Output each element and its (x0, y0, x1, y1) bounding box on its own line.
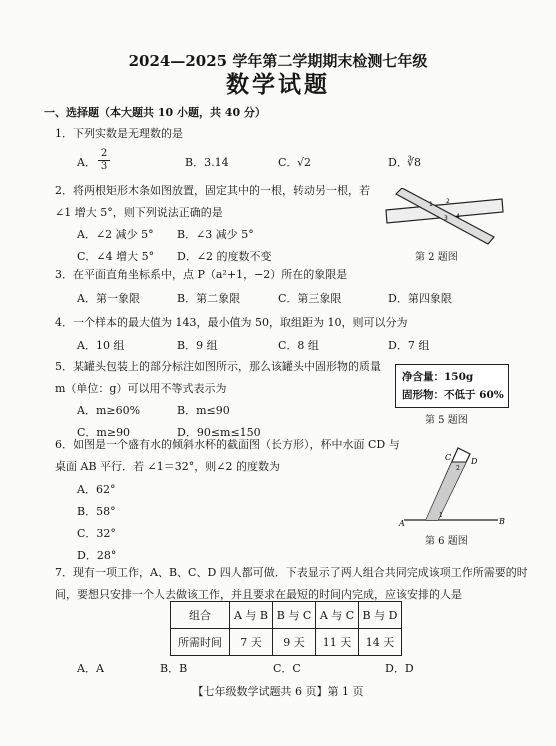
section-heading: 一、选择题（本大题共 10 小题，共 40 分） (44, 106, 266, 119)
q7-table-row (171, 629, 402, 656)
q2-fig-label-4: 4 (456, 213, 460, 220)
q2-option-b: B．∠3 减少 5° (177, 228, 254, 241)
q4-stem: 4．一个样本的最大值为 143，最小值为 50，取组距为 10，则可以分为 (55, 316, 408, 329)
q4-option-d: D．7 组 (388, 339, 430, 352)
q5-option-c: C．m≥90 (77, 426, 131, 439)
q5-net-weight: 净含量：150g (402, 371, 474, 383)
exam-title: 2024—2025 学年第二学期期末检测七年级 (128, 52, 428, 70)
q2-option-d: D．∠2 的度数不变 (177, 250, 272, 263)
q7-table-cell: 11 天 (316, 629, 359, 656)
q7-table-header-row (171, 602, 402, 629)
q7-table-cell: 14 天 (359, 629, 402, 656)
q7-table-header-cell: B 与 D (359, 602, 402, 629)
q7-table-cell: 所需时间 (171, 629, 230, 656)
q2-option-c: C．∠4 增大 5° (77, 250, 155, 263)
q6-option-b: B．58° (77, 505, 116, 518)
q6-label-b: B (499, 517, 505, 526)
q3-option-d: D．第四象限 (388, 292, 452, 305)
q1-option-a-label: A． (77, 156, 96, 169)
q6-option-c: C．32° (77, 527, 116, 540)
q6-figure (398, 444, 508, 534)
q6-stem-line1: 6．如图是一个盛有水的倾斜水杯的截面图（长方形），杯中水面 CD 与 (55, 438, 400, 451)
q2-stem-line2: ∠1 增大 5°，则下列说法正确的是 (55, 206, 223, 219)
q1-fraction-denominator: 3 (98, 160, 110, 173)
q7-table-header-cell: A 与 B (230, 602, 273, 629)
q6-angle-2: 2 (456, 465, 460, 472)
q1-option-b: B．3.14 (185, 156, 229, 169)
q7-table-header-cell: 组合 (171, 602, 230, 629)
q2-fig-label-2: 2 (446, 198, 450, 205)
q6-angle-1: 1 (439, 512, 443, 519)
q5-option-b: B．m≤90 (177, 404, 230, 417)
q5-stem-line1: 5．某罐头包装上的部分标注如图所示，那么该罐头中固形物的质量 (55, 360, 381, 373)
q4-option-b: B．9 组 (177, 339, 218, 352)
page-footer: 【七年级数学试题共 6 页】第 1 页 (192, 685, 364, 698)
q2-stem-line1: 2．将两根矩形木条如图放置，固定其中的一根，转动另一根，若 (55, 184, 370, 197)
q5-figure-caption: 第 5 题图 (425, 415, 468, 426)
q7-option-d: D．D (385, 662, 414, 675)
q6-stem-line2: 桌面 AB 平行．若 ∠1＝32°，则∠2 的度数为 (55, 460, 280, 473)
q6-option-d: D．28° (77, 549, 117, 562)
q2-fig-label-1: 1 (429, 201, 433, 208)
q1-option-d-value: ∛8 (407, 156, 422, 169)
q2-option-a: A．∠2 减少 5° (77, 228, 154, 241)
q4-option-c: C．8 组 (278, 339, 319, 352)
q3-option-c: C．第三象限 (278, 292, 342, 305)
q5-label-box (395, 364, 509, 408)
q5-option-d: D．90≤m≤150 (177, 426, 261, 439)
q5-stem-line2: m（单位：g）可以用不等式表示为 (55, 382, 227, 395)
q1-fraction-numerator: 2 (100, 148, 108, 159)
q1-option-a-fraction (98, 148, 110, 173)
q2-figure (382, 188, 507, 248)
q7-stem-line2: 间，要想只安排一个人去做该工作，并且要求在最短的时间内完成，应该安排的人是 (55, 588, 462, 601)
q5-solid-content: 固形物：不低于 60% (402, 389, 504, 401)
q3-option-b: B．第二象限 (177, 292, 241, 305)
q7-stem-line1: 7．现有一项工作，A、B、C、D 四人都可做．下表显示了两人组合共同完成该项工作所需要的时 (55, 566, 528, 579)
q7-option-a: A．A (77, 662, 104, 675)
q6-option-a: A．62° (77, 483, 116, 496)
q4-option-a: A．10 组 (77, 339, 125, 352)
q1-stem: 1．下列实数是无理数的是 (55, 127, 183, 140)
q7-table-cell: 7 天 (230, 629, 273, 656)
q7-table (170, 601, 402, 656)
q7-table-cell: 9 天 (273, 629, 316, 656)
q6-label-d: D (471, 457, 478, 466)
subject-title: 数学试题 (226, 71, 330, 98)
q6-figure-caption: 第 6 题图 (425, 536, 468, 547)
q6-label-a: A (399, 519, 405, 528)
q7-option-b: B．B (160, 662, 188, 675)
q5-option-a: A．m≥60% (77, 404, 141, 417)
q6-water (426, 462, 466, 520)
q2-figure-caption: 第 2 题图 (415, 252, 458, 263)
q1-option-d-label: D． (388, 156, 408, 169)
q1-option-c-label: C． (278, 156, 298, 169)
q2-fig-label-3: 3 (444, 215, 448, 222)
q7-table-header-cell: A 与 C (316, 602, 359, 629)
q3-option-a: A．第一象限 (77, 292, 140, 305)
q7-option-c: C．C (273, 662, 301, 675)
q6-label-c: C (445, 453, 452, 462)
q1-option-c-value: √2 (297, 156, 312, 169)
q7-table-header-cell: B 与 C (273, 602, 316, 629)
q3-stem: 3．在平面直角坐标系中，点 P（a²+1，−2）所在的象限是 (55, 268, 348, 281)
